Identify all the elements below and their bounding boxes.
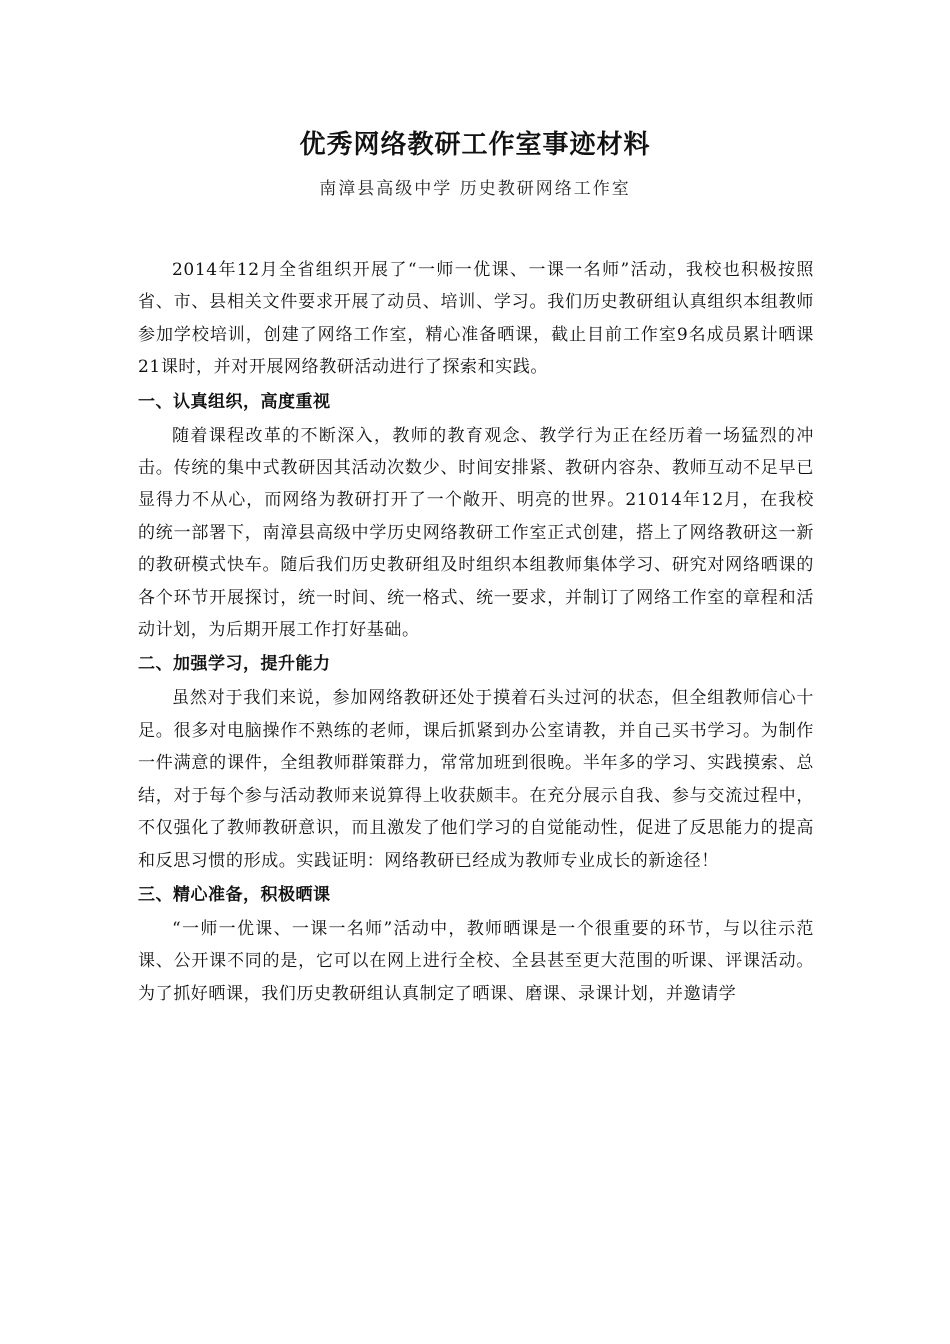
section-heading-1: 一、认真组织，高度重视 — [138, 391, 331, 412]
intro-paragraph: 2014年12月全省组织开展了“一师一优课、一课一名师”活动，我校也积极按照省、市、县相关文件要求开展了动员、培训、学习。我们历史教研组认真组织本组教师参加学校培训，创建了网络工作室，精心准备晒课，截止目前工作室9名成员累计晒课21课时，并对开展网络教研活动进行了探索和实践。 — [138, 260, 814, 378]
document-title: 优秀网络教研工作室事迹材料 — [299, 130, 651, 160]
section-paragraph-3: “一师一优课、一课一名师”活动中，教师晒课是一个很重要的环节，与以往示范课、公开课不同的是，它可以在网上进行全校、全县甚至更大范围的听课、评课活动。为了抓好晒课，我们历史教研组认真制定了晒课、磨课、录课计划，并邀请学 — [138, 918, 814, 1004]
document-body — [138, 254, 814, 1010]
section-heading-3: 三、精心准备，积极晒课 — [138, 884, 331, 905]
section-paragraph-2: 虽然对于我们来说，参加网络教研还处于摸着石头过河的状态，但全组教师信心十足。很多对电脑操作不熟练的老师，课后抓紧到办公室请教，并自己买书学习。为制作一件满意的课件，全组教师群策群力，常常加班到很晚。半年多的学习、实践摸索、总结，对于每个参与活动教师来说算得上收获颇丰。在充分展示自我、参与交流过程中，不仅强化了教师教研意识，而且激发了他们学习的自觉能动性，促进了反思能力的提高和反思习惯的形成。实践证明：网络教研已经成为教师专业成长的新途径！ — [138, 688, 814, 871]
section-heading-2: 二、加强学习，提升能力 — [138, 654, 331, 675]
section-paragraph-1: 随着课程改革的不断深入，教师的教育观念、教学行为正在经历着一场猛烈的冲击。传统的集中式教研因其活动次数少、时间安排紧、教研内容杂、教师互动不足早已显得力不从心，而网络为教研打开了一个敞开、明亮的世界。21014年12月，在我校的统一部署下，南漳县高级中学历史网络教研工作室正式创建，搭上了网络教研这一新的教研模式快车。随后我们历史教研组及时组织本组教师集体学习、研究对网络晒课的各个环节开展探讨，统一时间、统一格式、统一要求，并制订了网络工作室的章程和活动计划，为后期开展工作打好基础。 — [138, 425, 814, 641]
document-subtitle: 南漳县高级中学 历史教研网络工作室 — [319, 179, 631, 199]
